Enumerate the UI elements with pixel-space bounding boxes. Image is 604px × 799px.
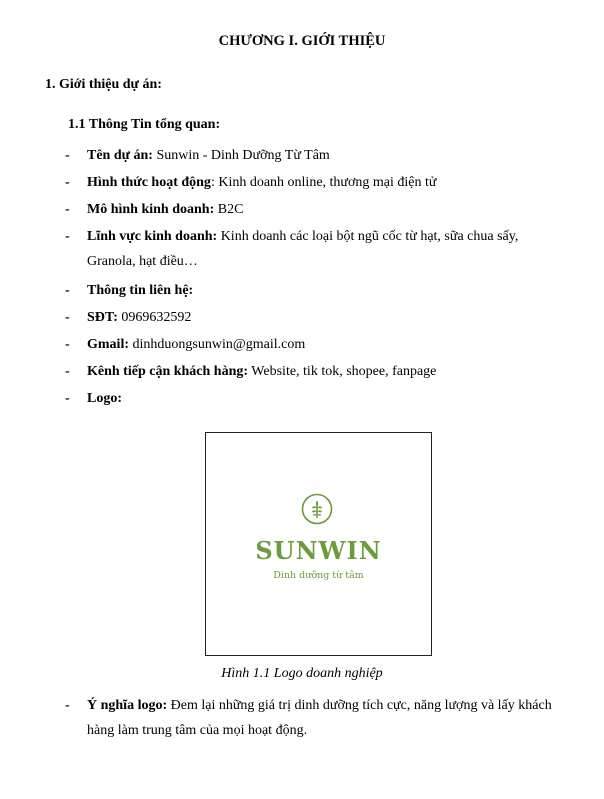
bullet-logo-meaning bbox=[65, 693, 565, 743]
bullet-project-name bbox=[65, 143, 565, 168]
bullet-dash: - bbox=[65, 391, 70, 406]
logo-tagline: Dinh dưỡng từ tâm bbox=[273, 570, 364, 581]
bullet-phone bbox=[65, 305, 565, 330]
bullet-label: Lĩnh vực kinh doanh: bbox=[87, 229, 218, 244]
bullet-dash: - bbox=[65, 229, 70, 244]
bullet-label: Kênh tiếp cận khách hàng: bbox=[87, 364, 249, 379]
bullet-label: Gmail: bbox=[87, 337, 129, 352]
subsection-heading: 1.1 Thông Tin tổng quan: bbox=[68, 117, 221, 132]
bullet-label: Tên dự án: bbox=[87, 148, 153, 163]
logo-image bbox=[205, 432, 432, 656]
bullet-dash: - bbox=[65, 310, 70, 325]
chapter-title: CHƯƠNG I. GIỚI THIỆU bbox=[218, 33, 386, 49]
bullet-customer-channels bbox=[65, 359, 565, 384]
bullet-logo bbox=[65, 386, 565, 411]
bullet-dash: - bbox=[65, 283, 70, 298]
bullet-label: Hình thức hoạt động bbox=[87, 175, 211, 190]
bullet-business-model bbox=[65, 197, 565, 222]
wheat-leaf-icon bbox=[301, 493, 333, 525]
bullet-operation-form bbox=[65, 170, 565, 195]
bullet-value: B2C bbox=[214, 202, 244, 217]
bullet-label: Mô hình kinh doanh: bbox=[87, 202, 215, 217]
bullet-value: : Kinh doanh online, thương mại điện tử bbox=[210, 175, 437, 190]
bullet-value: Sunwin - Dinh Dưỡng Từ Tâm bbox=[152, 148, 330, 163]
logo-brand-text: SUNWIN bbox=[255, 536, 382, 565]
figure-caption: Hình 1.1 Logo doanh nghiệp bbox=[221, 666, 383, 681]
bullet-dash: - bbox=[65, 698, 70, 713]
section-heading: 1. Giới thiệu dự án: bbox=[45, 77, 162, 92]
bullet-value: dinhduongsunwin@gmail.com bbox=[129, 337, 306, 352]
bullet-business-field bbox=[65, 224, 565, 274]
bullet-dash: - bbox=[65, 337, 70, 352]
bullet-value: Website, tik tok, shopee, fanpage bbox=[248, 364, 437, 379]
bullet-dash: - bbox=[65, 148, 70, 163]
bullet-label: SĐT: bbox=[87, 310, 118, 325]
bullet-dash: - bbox=[65, 202, 70, 217]
bullet-label: Ý nghĩa logo: bbox=[87, 698, 168, 713]
bullet-value: Kinh doanh các loại bột ngũ cốc từ hạt, sữa chua sấy, Granola, hạt điều… bbox=[87, 229, 519, 269]
bullet-label: Logo: bbox=[87, 391, 122, 406]
bullet-value: Đem lại những giá trị dinh dưỡng tích cực, năng lượng và lấy khách hàng làm trung tâm của mọi hoạt động. bbox=[87, 698, 552, 738]
bullet-contact-info bbox=[65, 278, 565, 303]
bullet-value: 0969632592 bbox=[117, 310, 192, 325]
bullet-dash: - bbox=[65, 175, 70, 190]
bullet-gmail bbox=[65, 332, 565, 357]
bullet-label: Thông tin liên hệ: bbox=[87, 283, 194, 298]
bullet-dash: - bbox=[65, 364, 70, 379]
